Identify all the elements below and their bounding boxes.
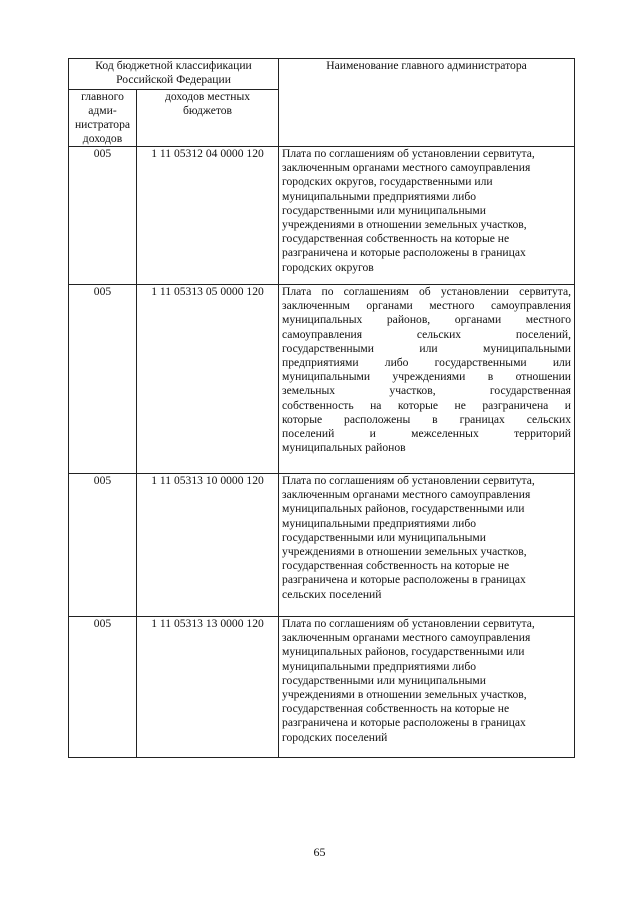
- description-line: учреждениями в отношении земельных участков,: [282, 218, 527, 232]
- administrator-name-cell: [279, 285, 575, 474]
- description-line: поселений и межселенных территорий: [282, 427, 572, 441]
- description-line: государственными или муниципальными: [282, 341, 572, 355]
- description-line: государственными или муниципальными: [282, 530, 486, 544]
- description-line: муниципальными предприятиями либо: [282, 516, 477, 530]
- description-line: муниципальными предприятиями либо: [282, 659, 477, 673]
- description-line: государственная собственность на которые не: [282, 559, 510, 573]
- administrator-name-cell: [279, 474, 575, 617]
- description-line: разграничена и которые расположены в границах: [282, 246, 526, 260]
- description-line: муниципальных районов, государственными или: [282, 502, 525, 516]
- description-line: заключенным органами местного самоуправления: [282, 161, 531, 175]
- revenue-code-cell: 1 11 05312 04 0000 120: [137, 147, 279, 285]
- revenue-code-cell: 1 11 05313 13 0000 120: [137, 617, 279, 758]
- description-line: Плата по соглашениям об установлении сервитута,: [282, 147, 535, 160]
- table-row: [69, 147, 575, 285]
- description-line: государственными или муниципальными: [282, 673, 486, 687]
- description-line: собственность на которые не разграничена и: [282, 398, 572, 412]
- description-line: предприятиями либо государственными или: [282, 356, 572, 370]
- table-header-row: [69, 59, 575, 90]
- description-line: государственная собственность на которые не: [282, 232, 510, 246]
- administrator-name-header: Наименование главного администратора: [279, 59, 575, 147]
- description-line: городских округов: [282, 260, 374, 274]
- admin-code-cell: 005: [69, 147, 137, 285]
- description-line: земельных участков, государственная: [282, 384, 572, 398]
- description-line: муниципальных районов, государственными или: [282, 645, 525, 659]
- description-line: заключенным органами местного самоуправления: [282, 299, 572, 313]
- description-line: Плата по соглашениям об установлении сервитута,: [282, 285, 572, 298]
- description-line: самоуправления сельских поселений,: [282, 327, 572, 341]
- description-line: заключенным органами местного самоуправления: [282, 631, 531, 645]
- description-line: государственная собственность на которые не: [282, 702, 510, 716]
- description-line: разграничена и которые расположены в границах: [282, 716, 526, 730]
- description-line: муниципальных районов: [282, 441, 406, 455]
- description-line: муниципальными учреждениями в отношении: [282, 370, 572, 384]
- local-budget-revenue-header: доходов местных бюджетов: [137, 90, 279, 147]
- description-line: муниципальными предприятиями либо: [282, 189, 477, 203]
- budget-classification-table: [68, 58, 575, 758]
- table-row: [69, 617, 575, 758]
- revenue-code-cell: 1 11 05313 05 0000 120: [137, 285, 279, 474]
- administrator-name-cell: [279, 617, 575, 758]
- description-line: Плата по соглашениям об установлении сервитута,: [282, 474, 535, 487]
- table-row: [69, 285, 575, 474]
- administrator-name-cell: [279, 147, 575, 285]
- budget-code-group-header: Код бюджетной классификации Российской Федерации: [69, 59, 279, 90]
- page-number: 65: [313, 845, 326, 859]
- table-row: [69, 474, 575, 617]
- description-line: сельских поселений: [282, 587, 382, 601]
- description-line: учреждениями в отношении земельных участков,: [282, 545, 527, 559]
- description-line: заключенным органами местного самоуправления: [282, 488, 531, 502]
- description-line: которые расположены в границах сельских: [282, 412, 572, 426]
- chief-administrator-header: главного адми-нистратора доходов: [69, 90, 137, 147]
- admin-code-cell: 005: [69, 285, 137, 474]
- description-line: муниципальных районов, органами местного: [282, 313, 572, 327]
- description-line: разграничена и которые расположены в границах: [282, 573, 526, 587]
- revenue-code-cell: 1 11 05313 10 0000 120: [137, 474, 279, 617]
- description-line: городских поселений: [282, 730, 388, 744]
- description-line: Плата по соглашениям об установлении сервитута,: [282, 617, 535, 630]
- admin-code-cell: 005: [69, 617, 137, 758]
- description-line: городских округов, государственными или: [282, 175, 493, 189]
- description-line: государственными или муниципальными: [282, 203, 486, 217]
- description-line: учреждениями в отношении земельных участков,: [282, 688, 527, 702]
- admin-code-cell: 005: [69, 474, 137, 617]
